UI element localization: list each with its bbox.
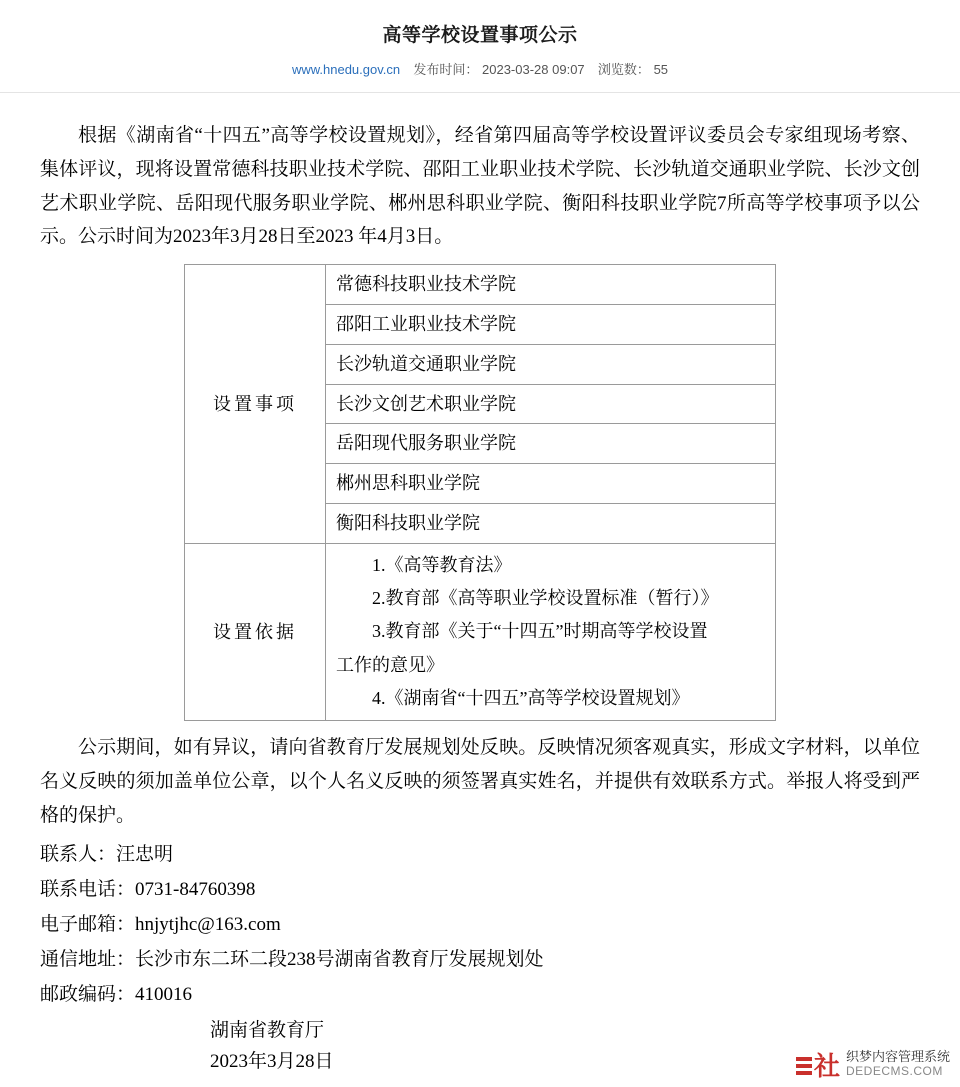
basis-line: 1.《高等教育法》 (372, 554, 512, 575)
table-row (185, 265, 776, 305)
table-cell-basis-list (326, 543, 776, 720)
views-value: 55 (653, 62, 669, 77)
table-cell-school: 长沙文创艺术职业学院 (326, 384, 776, 424)
page-title: 高等学校设置事项公示 (382, 25, 578, 46)
logo-text-line1: 织梦内容管理系统 (845, 1048, 950, 1064)
row-label-basis: 设置依据 (185, 543, 326, 720)
basis-line: 3.教育部《关于“十四五”时期高等学校设置 (372, 621, 708, 642)
signature-date: 2023年3月28日 (210, 1050, 334, 1072)
title-bar (0, 0, 960, 59)
logo-glyph: 社 (813, 1051, 840, 1082)
row-label-items: 设置事项 (185, 265, 326, 544)
contact-email: 电子邮箱：hnjytjhc@163.com (40, 914, 281, 936)
table-cell-school: 常德科技职业技术学院 (326, 265, 776, 305)
table-cell-school: 邵阳工业职业技术学院 (326, 305, 776, 345)
contact-phone: 联系电话：0731-84760398 (40, 878, 256, 900)
logo-text-block (846, 1050, 950, 1079)
views-label: 浏览数： (597, 62, 650, 77)
basis-line-continued: 工作的意见》 (336, 654, 444, 675)
article-content (0, 93, 960, 1087)
contact-person: 联系人：汪忠明 (40, 843, 174, 865)
publish-time-value: 2023-03-28 09:07 (482, 62, 585, 77)
info-table-wrapper (40, 264, 920, 721)
paragraph-intro: 根据《湖南省“十四五”高等学校设置规划》，经省第四届高等学校设置评议委员会专家组现场考察、集体评议，现将设置常德科技职业技术学院、邵阳工业职业技术学院、长沙轨道交通职业学院、长沙文创艺术职业学院、岳阳现代服务职业学院、郴州思科职业学院、衡阳科技职业学院7所高等学校事项予以公示。公示时间为2023年3月28日至2023 年4月3日。 (40, 125, 920, 248)
table-cell-school: 郴州思科职业学院 (326, 464, 776, 504)
contact-postcode: 邮政编码：410016 (40, 984, 193, 1006)
paragraph-notice: 公示期间，如有异议，请向省教育厅发展规划处反映。反映情况须客观真实，形成文字材料，以单位名义反映的须加盖单位公章，以个人名义反映的须签署真实姓名，并提供有效联系方式。举报人将受到严格的保护。 (40, 737, 920, 826)
basis-line: 2.教育部《高等职业学校设置标准（暂行）》 (372, 588, 719, 609)
setup-table (184, 264, 776, 721)
contact-address: 通信地址：长沙市东二环二段238号湖南省教育厅发展规划处 (40, 949, 544, 971)
logo-text-line2: DEDECMS.COM (845, 1063, 943, 1078)
source-site-link[interactable]: www.hnedu.gov.cn (291, 62, 401, 77)
article-meta (0, 59, 960, 93)
footer-watermark (796, 1048, 950, 1082)
publish-time-label: 发布时间： (413, 62, 479, 77)
signature-block (40, 1016, 920, 1082)
table-cell-school: 长沙轨道交通职业学院 (326, 344, 776, 384)
table-row (185, 543, 776, 720)
basis-line: 4.《湖南省“十四五”高等学校设置规划》 (372, 688, 690, 709)
contact-block (40, 837, 920, 1013)
table-cell-school: 岳阳现代服务职业学院 (326, 424, 776, 464)
signature-org: 湖南省教育厅 (210, 1020, 325, 1042)
logo-bars-icon (796, 1053, 812, 1079)
table-cell-school: 衡阳科技职业学院 (326, 504, 776, 544)
dedecms-logo-icon (796, 1049, 840, 1082)
